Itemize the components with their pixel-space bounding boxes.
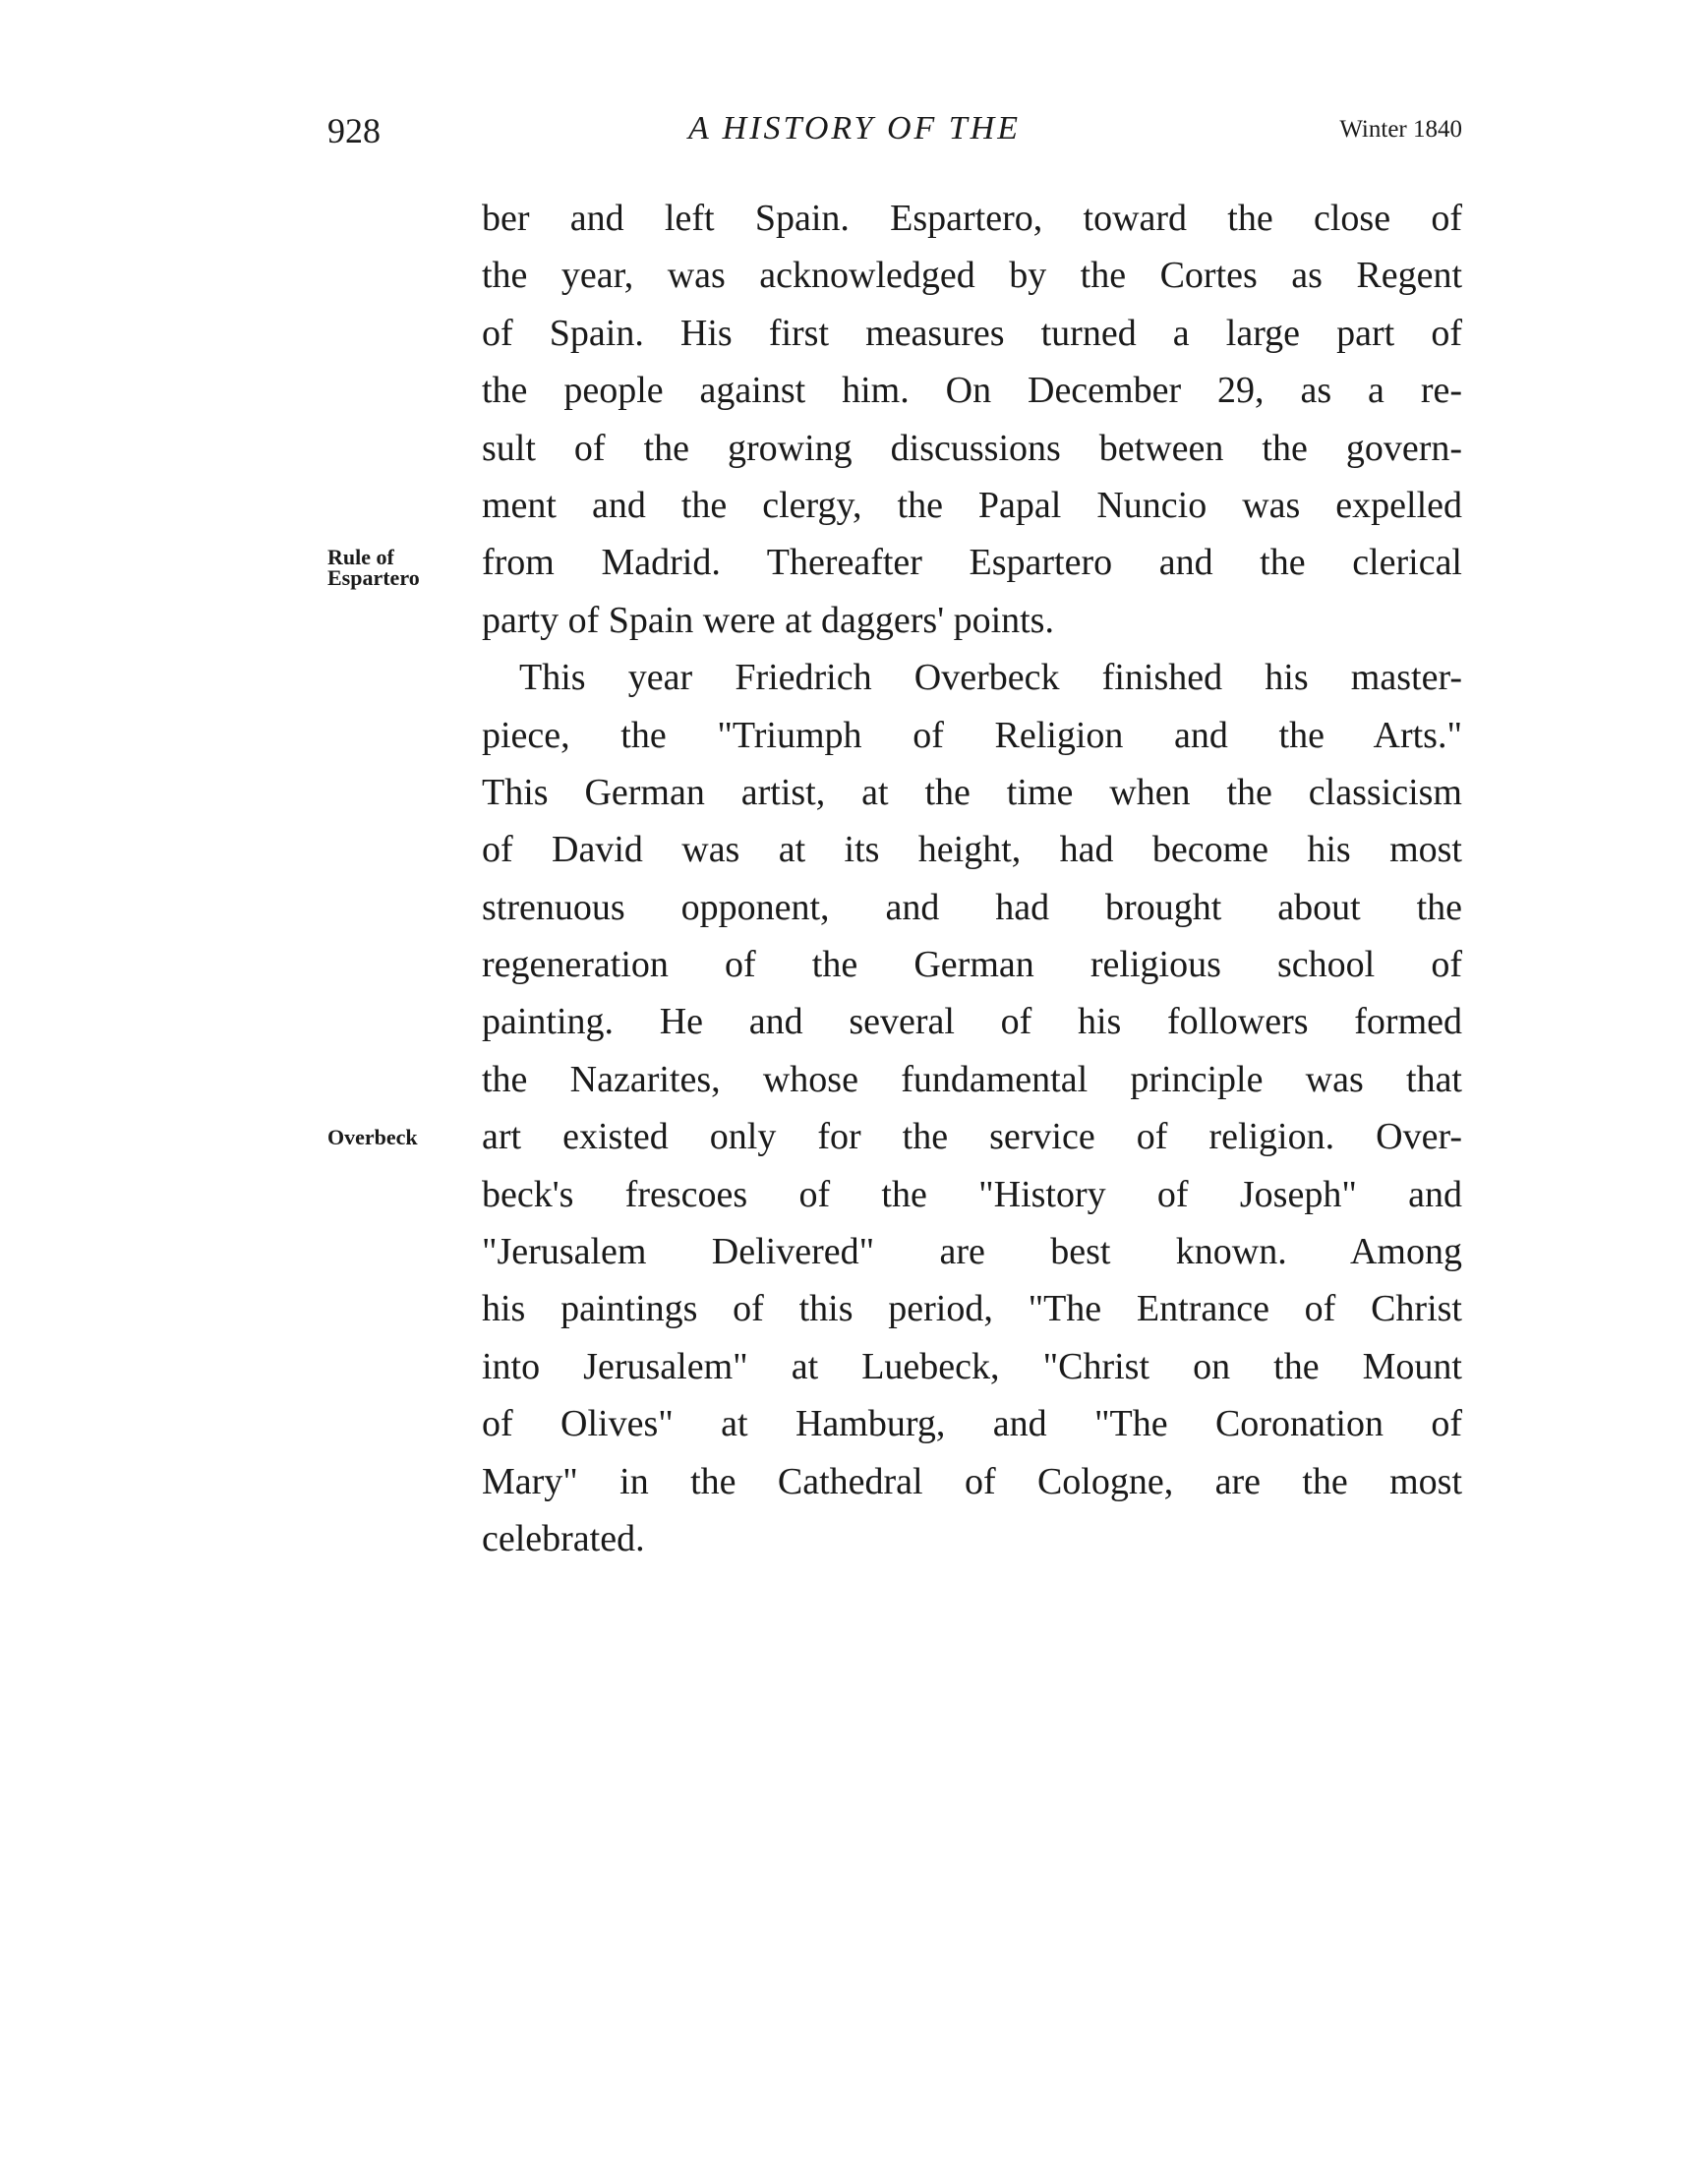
body-text: [482, 190, 1462, 1567]
text-line: party of Spain were at daggers' points.: [482, 599, 1054, 641]
text-line: art existed only for the service of religion. Over-: [482, 1116, 1462, 1158]
text-line: of Olives" at Hamburg, and "The Coronation of: [482, 1403, 1462, 1445]
margin-note-rule-of-espartero: [327, 547, 420, 588]
text-line: "Jerusalem Delivered" are best known. Among: [482, 1231, 1462, 1273]
running-date: Winter 1840: [1339, 116, 1462, 143]
text-line: This year Friedrich Overbeck finished his master-: [519, 657, 1462, 699]
text-line: of David was at its height, had become his most: [482, 829, 1462, 871]
page-number: 928: [327, 111, 381, 150]
text-line: ment and the clergy, the Papal Nuncio was expelled: [482, 484, 1462, 526]
margin-note-line: Rule of: [327, 545, 394, 569]
text-line: the people against him. On December 29, as a re-: [482, 370, 1462, 412]
text-line: Mary" in the Cathedral of Cologne, are the most: [482, 1460, 1462, 1502]
text-line: of Spain. His first measures turned a large part of: [482, 312, 1462, 354]
text-line: the year, was acknowledged by the Cortes as Regent: [482, 255, 1462, 297]
text-line: from Madrid. Thereafter Espartero and the clerical: [482, 542, 1462, 584]
text-line: sult of the growing discussions between the govern-: [482, 427, 1462, 469]
text-line: painting. He and several of his followers formed: [482, 1001, 1462, 1043]
text-line: his paintings of this period, "The Entrance of Christ: [482, 1288, 1462, 1330]
text-line: strenuous opponent, and had brought about the: [482, 886, 1462, 928]
margin-note-overbeck: [327, 1127, 418, 1147]
margin-note-line: Espartero: [327, 565, 420, 590]
running-title: A HISTORY OF THE: [688, 110, 1021, 146]
text-line: ber and left Spain. Espartero, toward the close of: [482, 198, 1462, 239]
text-line: This German artist, at the time when the classicism: [482, 771, 1462, 813]
text-line: regeneration of the German religious school of: [482, 944, 1462, 986]
text-line: piece, the "Triumph of Religion and the Arts.": [482, 714, 1462, 756]
text-line: the Nazarites, whose fundamental principle was that: [482, 1058, 1462, 1100]
text-line: beck's frescoes of the "History of Joseph" and: [482, 1173, 1462, 1215]
text-line: celebrated.: [482, 1517, 645, 1559]
text-line: into Jerusalem" at Luebeck, "Christ on the Mount: [482, 1345, 1462, 1387]
margin-note-line: Overbeck: [327, 1125, 418, 1149]
